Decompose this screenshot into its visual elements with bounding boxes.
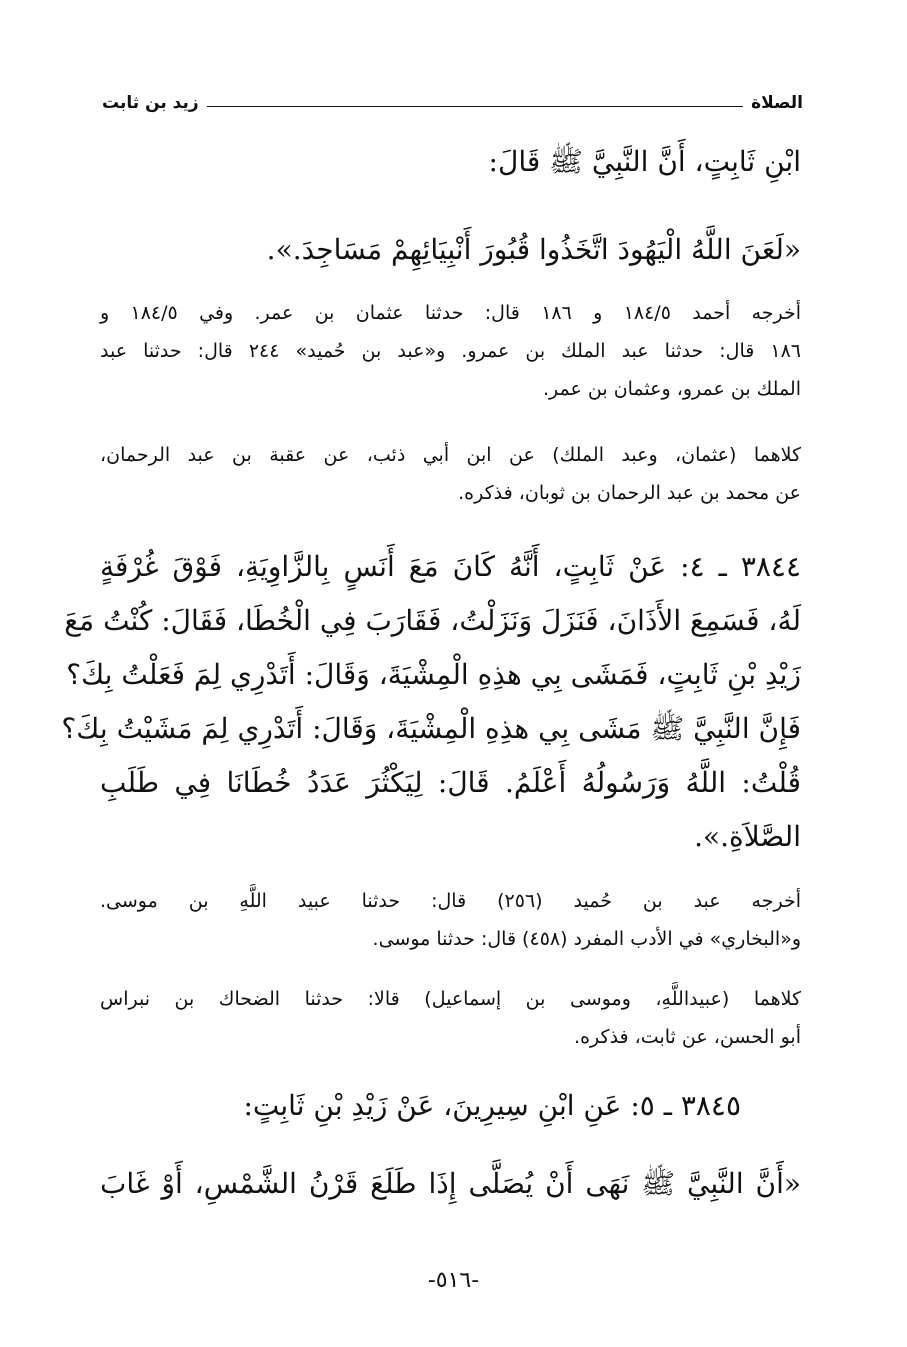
intro-hadith-text <box>100 226 801 274</box>
text-line: عن محمد بن عبد الرحمان بن ثوبان، فذكره. <box>458 482 801 504</box>
text-line: أخرجه أحمد ١٨٤/٥ و ١٨٦ قال: حدثنا عثمان بن عمر. وفي ١٨٤/٥ و <box>100 302 802 324</box>
takhrij-paragraph-3 <box>100 882 801 958</box>
text-line: «لَعَنَ اللَّهُ الْيَهُودَ اتَّخَذُوا قُبُورَ أَنْبِيَائِهِمْ مَسَاجِدَ.». <box>266 233 801 266</box>
running-header <box>102 90 803 116</box>
text-line: ٣٨٤٥ ـ ٥: عَنِ ابْنِ سِيرِينَ، عَنْ زَيْدِ بْنِ ثَابِتٍ: <box>243 1089 741 1122</box>
text-line: زَيْدِ بْنِ ثَابِتٍ، فَمَشَى بِي هذِهِ الْمِشْيَةَ، وَقَالَ: أَتَدْرِي لِمَ فَعَلْتُ بِكَ؟ <box>66 658 801 691</box>
text-line: ٣٨٤٤ ـ ٤: عَنْ ثَابِتٍ، أَنَّهُ كَانَ مَعَ أَنَسٍ بِالزَّاوِيَةِ، فَوْقَ غُرْفَةٍ <box>100 550 801 583</box>
text-line: «أَنَّ النَّبِيَّ ﷺ نَهَى أَنْ يُصَلَّى إِذَا طَلَعَ قَرْنُ الشَّمْسِ، أَوْ غَابَ <box>100 1167 802 1200</box>
hadith-3845-heading <box>100 1082 801 1130</box>
text-line: أبو الحسن، عن ثابت، فذكره. <box>574 1026 801 1048</box>
hadith-3845-text <box>100 1160 801 1208</box>
text-line: الملك بن عمرو، وعثمان بن عمر. <box>543 378 801 400</box>
text-line: قُلْتُ: اللَّهُ وَرَسُولُهُ أَعْلَمُ. قَالَ: لِيَكْثُرَ عَدَدُ خُطَانَا فِي طَلَبِ <box>100 766 801 799</box>
takhrij-paragraph-4 <box>100 980 801 1056</box>
text-line: أخرجه عبد بن حُميد (٢٥٦) قال: حدثنا عبيد اللَّهِ بن موسى. <box>100 890 801 912</box>
text-line: الصَّلاَةِ.». <box>694 820 801 853</box>
takhrij-paragraph-2 <box>100 436 801 512</box>
hadith-3844 <box>61 540 801 864</box>
header-chapter: الصلاة <box>751 93 803 113</box>
text-line: ابْنِ ثَابِتٍ، أَنَّ النَّبِيَّ ﷺ قَالَ: <box>488 145 801 178</box>
text-line: ١٨٦ قال: حدثنا عبد الملك بن عمرو. و«عبد بن حُميد» ٢٤٤ قال: حدثنا عبد <box>100 340 801 362</box>
intro-narration <box>100 138 801 186</box>
header-rule <box>207 106 743 107</box>
text-line: لَهُ، فَسَمِعَ الأَذَانَ، فَنَزَلَ وَنَزَلْتُ، فَقَارَبَ فِي الْخُطَا، فَقَالَ: كُنْتُ مَعَ <box>64 604 801 637</box>
page-number: -٥١٦- <box>427 1268 480 1293</box>
header-author: زيد بن ثابت <box>102 93 199 113</box>
text-line: كلاهما (عثمان، وعبد الملك) عن ابن أبي ذئب، عن عقبة بن عبد الرحمان، <box>100 444 801 466</box>
takhrij-paragraph-1 <box>100 294 801 408</box>
text-line: و«البخاري» في الأدب المفرد (٤٥٨) قال: حدثنا موسى. <box>372 928 801 950</box>
text-line: فَإِنَّ النَّبِيَّ ﷺ مَشَى بِي هذِهِ الْمِشْيَةَ، وَقَالَ: أَتَدْرِي لِمَ مَشَيْتُ بِكَ؟ <box>61 712 801 745</box>
text-line: كلاهما (عبيداللَّهِ، وموسى بن إسماعيل) قالا: حدثنا الضحاك بن نبراس <box>100 988 801 1010</box>
